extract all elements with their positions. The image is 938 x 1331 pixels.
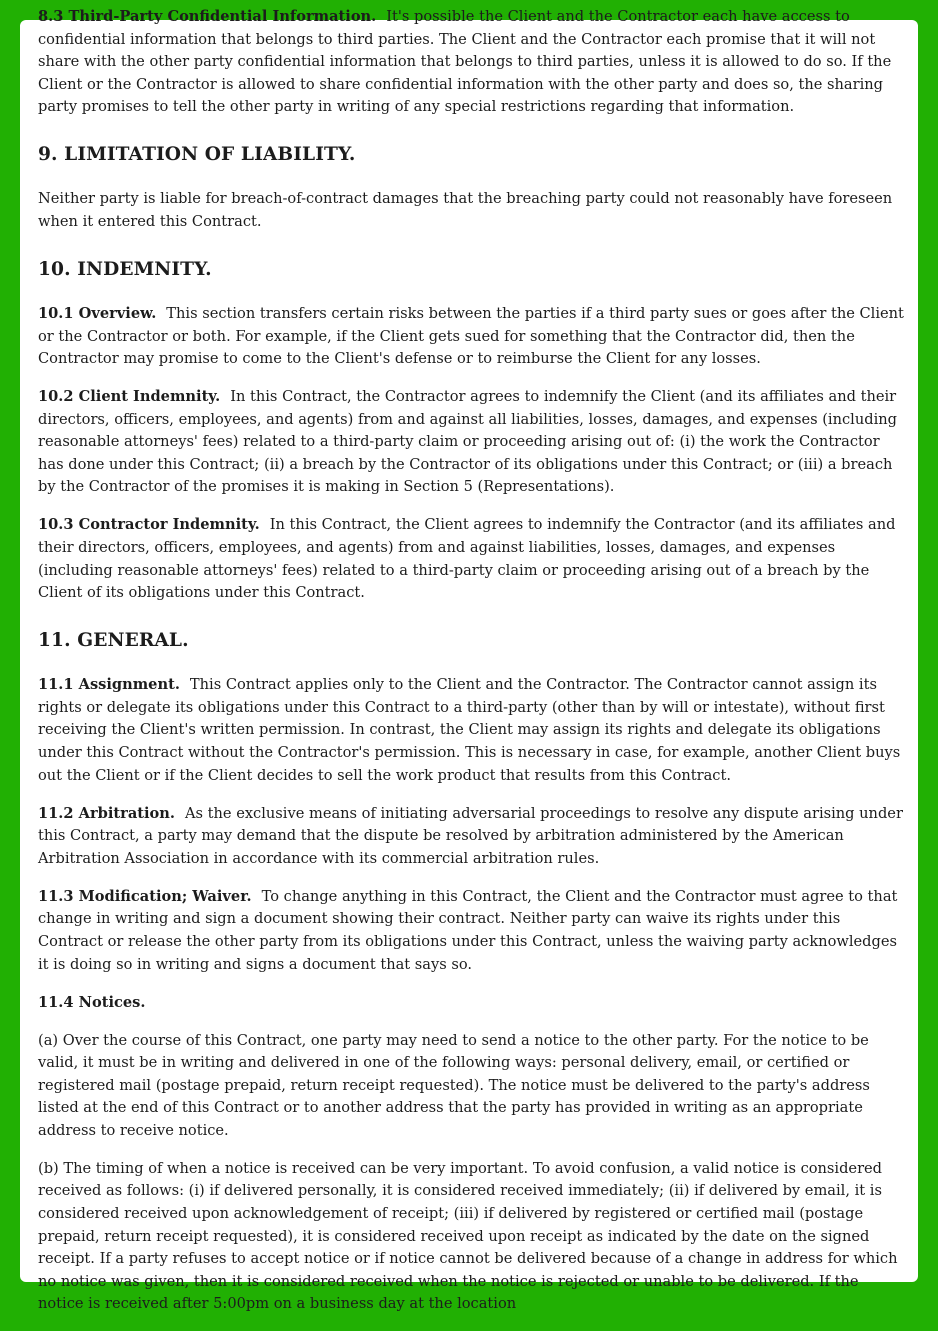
section-8-3-paragraph bbox=[38, 6, 906, 119]
section-10-1-heading: 10.1 Overview. bbox=[38, 304, 157, 322]
section-11-2-paragraph bbox=[38, 803, 906, 871]
section-8-3-heading: 8.3 Third-Party Confidential Information. bbox=[38, 8, 377, 25]
section-11-4-a: (a) Over the course of this Contract, one party may need to send a notice to the other party. For the notice to be valid, it must be in writing and delivered in one of the following ways: personal delivery, email, or certified or registered mail (postage prepaid, return receipt requested). The notice must be delivered to the party's address listed at the end of this Contract or to another address that the party has provided in writing as an appropriate address to receive notice. bbox=[38, 1031, 870, 1139]
section-9-body: Neither party is liable for breach-of-contract damages that the breaching party could not reasonably have foreseen when it entered this Contract. bbox=[38, 190, 893, 230]
section-10-1-body: This section transfers certain risks between the parties if a third party sues or goes after the Client or the Contractor or both. For example, if the Client gets sued for something that the Contractor did, then the Contractor may promise to come to the Client's defense or to reimburse the Client for any losses. bbox=[38, 304, 904, 368]
section-11-3-heading: 11.3 Modification; Waiver. bbox=[38, 887, 252, 905]
section-11-title: 11. GENERAL. bbox=[38, 630, 189, 652]
document-content bbox=[38, 6, 906, 1331]
section-11-2-body: As the exclusive means of initiating adversarial proceedings to resolve any dispute arising under this Contract, a party may demand that the dispute be resolved by arbitration administered by the American Arbitration Association in accordance with its commercial arbitration rules. bbox=[38, 804, 903, 867]
section-11-3-paragraph bbox=[38, 886, 906, 976]
section-10-2-heading: 10.2 Client Indemnity. bbox=[38, 388, 221, 406]
section-10-1-paragraph bbox=[38, 303, 906, 371]
section-11-4-paragraph bbox=[38, 992, 906, 1015]
document-page bbox=[20, 8, 918, 1313]
section-11-1-paragraph bbox=[38, 674, 906, 787]
section-10-2-paragraph bbox=[38, 386, 906, 499]
section-11-1-body: This Contract applies only to the Client and the Contractor. The Contractor cannot assign its rights or delegate its obligations under this Contract to a third-party (other than by will or intestate), without first receiving the Client's written permission. In contrast, the Client may assign its rights and delegate its obligations under this Contract without the Contractor's permission. This is necessary in case, for example, another Client buys out the Client or if the Client decides to sell the work product that results from this Contract. bbox=[38, 676, 901, 784]
section-11-4-heading: 11.4 Notices. bbox=[38, 993, 146, 1011]
section-9-title: 9. LIMITATION OF LIABILITY. bbox=[38, 144, 356, 166]
section-10-3-body: In this Contract, the Client agrees to indemnify the Contractor (and its affiliates and their directors, officers, employees, and agents) from and against liabilities, losses, damages, and expenses (including reasonable attorneys' fees) related to a third-party claim or proceeding arising out of a breach by the Client of its obligations under this Contract. bbox=[38, 516, 896, 602]
section-10-3-heading: 10.3 Contractor Indemnity. bbox=[38, 516, 260, 534]
section-10-title: 10. INDEMNITY. bbox=[38, 258, 212, 280]
section-11-4-b: (b) The timing of when a notice is received can be very important. To avoid confusion, a valid notice is considered received as follows: (i) if delivered personally, it is considered received immediately; (ii) if delivered by email, it is considered received upon acknowledgement of receipt; (iii) if delivered by registered or certified mail (postage prepaid, return receipt requested), it is considered received upon receipt as indicated by the date on the signed receipt. If a party refuses to accept notice or if notice cannot be delivered because of a change in address for which no notice was given, then it is considered received when the notice is rejected or unable to be delivered. If the notice is received after 5:00pm on a business day at the location bbox=[38, 1159, 898, 1313]
section-11-2-heading: 11.2 Arbitration. bbox=[38, 804, 175, 822]
section-11-3-body: To change anything in this Contract, the Client and the Contractor must agree to that change in writing and sign a document showing their contract. Neither party can waive its rights under this Contract or release the other party from its obligations under this Contract, unless the waiving party acknowledges it is doing so in writing and signs a document that says so. bbox=[38, 887, 898, 973]
section-11-1-heading: 11.1 Assignment. bbox=[38, 676, 180, 694]
section-8-3-body: It's possible the Client and the Contractor each have access to confidential information that belongs to third parties. The Client and the Contractor each promise that it will not share with the other party confidential information that belongs to third parties, unless it is allowed to do so. If the Client or the Contractor is allowed to share confidential information with the other party and does so, the sharing party promises to tell the other party in writing of any special restrictions regarding that information. bbox=[38, 8, 892, 116]
section-10-3-paragraph bbox=[38, 514, 906, 604]
section-10-2-body: In this Contract, the Contractor agrees to indemnify the Client (and its affiliates and their directors, officers, employees, and agents) from and against all liabilities, losses, damages, and expenses (including reasonable attorneys' fees) related to a third-party claim or proceeding arising out of: (i) the work the Contractor has done under this Contract; (ii) a breach by the Contractor of its obligations under this Contract; or (iii) a breach by the Contractor of the promises it is making in Section 5 (Representations). bbox=[38, 388, 897, 496]
